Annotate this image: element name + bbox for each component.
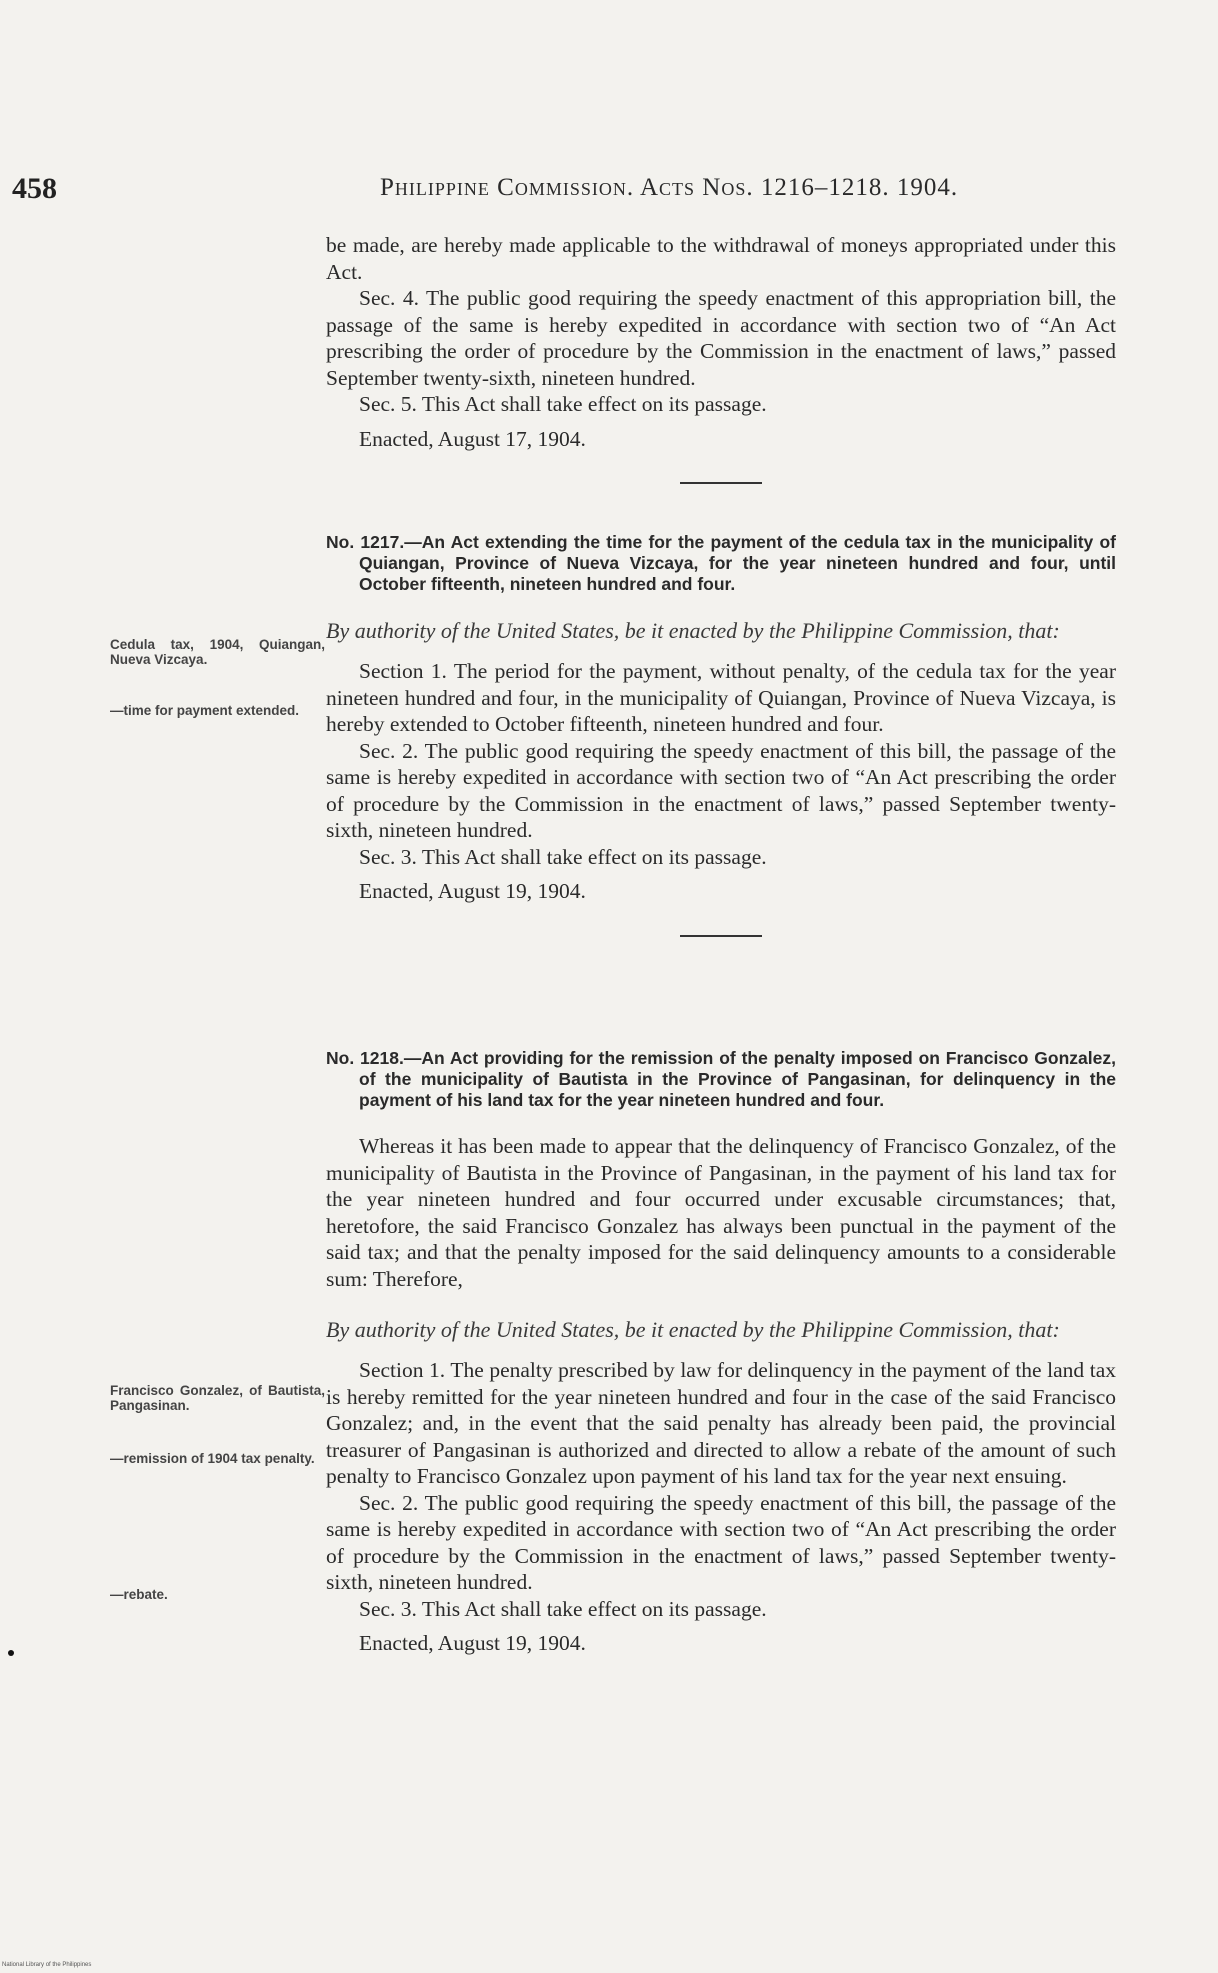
section-divider [680, 482, 762, 484]
margin-note: —time for payment extended. [110, 703, 300, 718]
whereas-clause: Whereas it has been made to appear that the delinquency of Francisco Gonzalez, of the municipality of Bautista in the Province of Pangasinan, in the payment of his land tax for the year nineteen hundred and four occurred under excusable circumstances; that, heretofore, the said Francisco Gonzalez has always been punctual in the payment of the said tax; and that the penalty imposed for the said delinquency amounts to a considerable sum: Therefore, [326, 1134, 1116, 1291]
act-1216-end [326, 232, 1116, 522]
enacted-date: Enacted, August 19, 1904. [359, 879, 586, 903]
act-title: No. 1217.—An Act extending the time for the payment of the cedula tax in the municipality of Quiangan, Province of Nueva Vizcaya, for the year nineteen hundred and four, until October fifteenth, nineteen hundred and four. [326, 532, 1116, 594]
section-divider [680, 935, 762, 937]
section-1: Section 1. The period for the payment, without penalty, of the cedula tax for the year nineteen hundred and four, in the municipality of Quiangan, Province of Nueva Vizcaya, is hereby extended to October fifteenth, nineteen hundred and four. [326, 659, 1116, 736]
margin-note: —rebate. [110, 1587, 168, 1602]
act-title: No. 1218.—An Act providing for the remission of the penalty imposed on Francisco Gonzalez, of the municipality of Bautista in the Province of Pangasinan, for delinquency in the payment of his land tax for the year nineteen hundred and four. [326, 1048, 1116, 1110]
page-number: 458 [12, 172, 57, 205]
act-1218 [326, 1048, 1116, 1657]
scan-mark [8, 1650, 14, 1656]
section-2: Sec. 2. The public good requiring the speedy enactment of this bill, the passage of the same is hereby expedited in accordance with section two of “An Act prescribing the order of procedure by the Commission in the enactment of laws,” passed September twenty-sixth, nineteen hundred. [326, 1490, 1116, 1594]
section-2: Sec. 2. The public good requiring the speedy enactment of this bill, the passage of the same is hereby expedited in accordance with section two of “An Act prescribing the order of procedure by the Commission in the enactment of laws,” passed September twenty-sixth, nineteen hundred. [326, 738, 1116, 842]
margin-note: —remission of 1904 tax penalty. [110, 1451, 315, 1466]
running-head: Philippine Commission. Acts Nos. 1216–1218. 1904. [380, 174, 959, 201]
enacting-clause: By authority of the United States, be it enacted by the Philippine Commission, that: [326, 1317, 1060, 1342]
margin-note: Francisco Gonzalez, of Bautista, Pangasinan. [110, 1383, 325, 1413]
section-1: Section 1. The penalty prescribed by law for delinquency in the payment of the land tax is hereby remitted for the year nineteen hundred and four in the case of the said Francisco Gonzalez; and, in the event that the said penalty has already been paid, the provincial treasurer of Pangasinan is authorized and directed to allow a rebate of the amount of such penalty to Francisco Gonzalez upon payment of his land tax for the year next ensuing. [326, 1358, 1116, 1488]
enacting-clause: By authority of the United States, be it enacted by the Philippine Commission, that: [326, 618, 1060, 643]
section-3: Sec. 3. This Act shall take effect on its passage. [359, 1596, 767, 1621]
enacted-date: Enacted, August 19, 1904. [359, 1631, 586, 1655]
enacted-date: Enacted, August 17, 1904. [359, 426, 586, 451]
section-5: Sec. 5. This Act shall take effect on its passage. [359, 392, 767, 416]
section-4: Sec. 4. The public good requiring the speedy enactment of this appropriation bill, the passage of the same is hereby expedited in accordance with section two of “An Act prescribing the order of procedure by the Commission in the enactment of laws,” passed September twenty-sixth, nineteen hundred. [326, 286, 1116, 390]
act-1217 [326, 532, 1116, 975]
margin-note: Cedula tax, 1904, Quiangan, Nueva Vizcaya. [110, 637, 325, 667]
paragraph-continuation: be made, are hereby made applicable to the withdrawal of moneys appropriated under this Act. [326, 233, 1116, 284]
footer-credit: National Library of the Philippines [2, 1962, 92, 1968]
section-3: Sec. 3. This Act shall take effect on its passage. [359, 844, 767, 869]
